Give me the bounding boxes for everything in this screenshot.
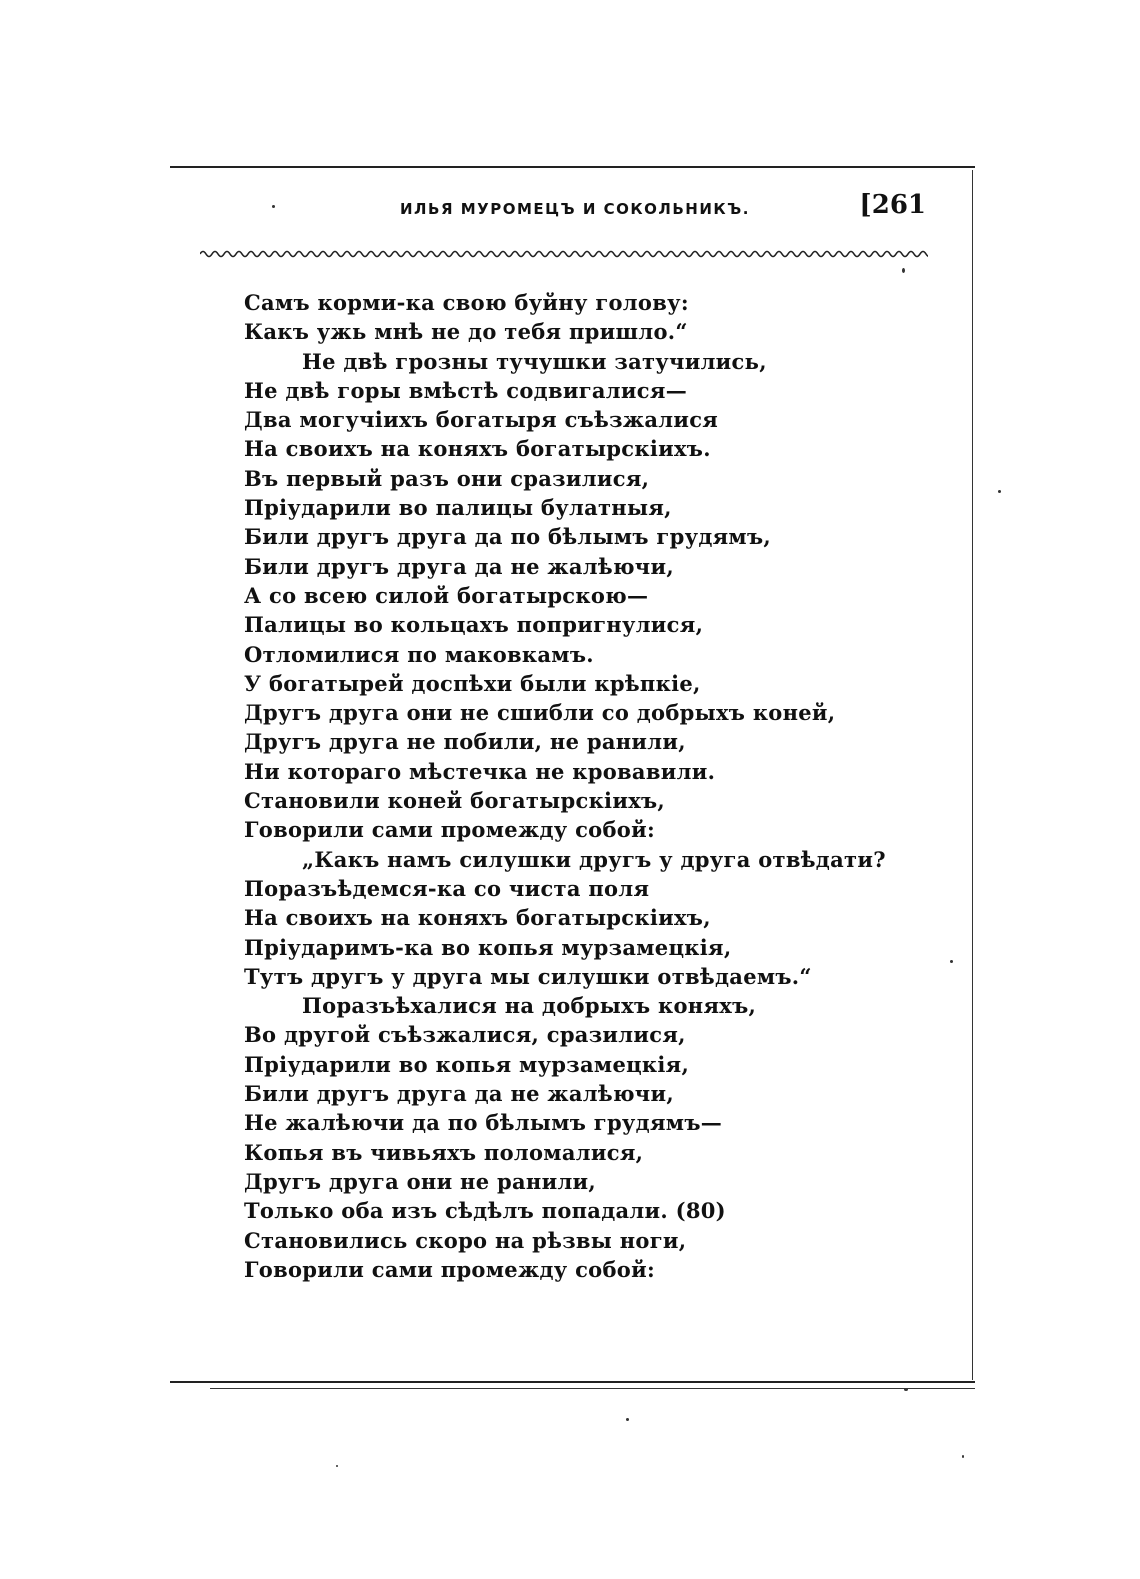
print-speck (626, 1418, 629, 1421)
poem-line: Поразъѣдемся-ка со чиста поля (244, 875, 650, 901)
top-rule (170, 166, 975, 168)
poem-line: Самъ корми-ка свою буйну голову: (244, 290, 689, 315)
poem-line: Не двѣ горы вмѣстѣ содвигалися— (244, 377, 687, 403)
page-number: [261 (859, 190, 926, 220)
poem-line: Говорили сами промежду собой: (244, 1256, 656, 1282)
right-border-line (972, 170, 973, 1380)
page-header (200, 190, 930, 230)
print-speck (998, 490, 1001, 493)
poem-line: Пріударили во палицы булатныя, (244, 495, 672, 521)
bottom-rule (170, 1381, 975, 1383)
wavy-divider (200, 248, 928, 260)
poem-line: Только оба изъ сѣдѣлъ попадали. (80) (244, 1198, 726, 1224)
bottom-rule-thin (210, 1388, 975, 1389)
print-speck (950, 960, 953, 963)
running-title: ИЛЬЯ МУРОМЕЦЪ И СОКОЛЬНИКЪ. (400, 200, 750, 218)
poem-line: Пріударили во копья мурзамецкія, (244, 1051, 690, 1077)
poem-line: Копья въ чивьяхъ поломалися, (244, 1139, 644, 1165)
poem-line: На своихъ на коняхъ богатырскіихъ, (244, 905, 711, 931)
poem-line: „Какъ намъ силушки другъ у друга отвѣдати? (302, 846, 886, 872)
poem-line: Становили коней богатырскіихъ, (244, 788, 666, 814)
print-speck (902, 268, 905, 273)
poem-line: Били другъ друга да не жалѣючи, (244, 553, 674, 579)
poem-line: Говорили сами промежду собой: (244, 817, 656, 843)
poem-line: Не жалѣючи да по бѣлымъ грудямъ— (244, 1110, 723, 1136)
print-speck (962, 1455, 964, 1458)
print-speck (904, 1388, 908, 1391)
poem-line: Два могучіихъ богатыря съѣзжалися (244, 407, 719, 433)
poem-line: Другъ друга не побили, не ранили, (244, 729, 686, 755)
poem-line: Не двѣ грозны тучушки затучились, (302, 348, 767, 374)
poem-line: Во другой съѣзжалися, сразилися, (244, 1022, 686, 1048)
poem-line: Тутъ другъ у друга мы силушки отвѣдаемъ.“ (244, 963, 812, 989)
poem-line: Другъ друга они не ранили, (244, 1168, 597, 1194)
poem-line: Поразъѣхалися на добрыхъ коняхъ, (302, 993, 757, 1019)
poem-line: Пріударимъ-ка во копья мурзамецкія, (244, 934, 732, 960)
poem-line: На своихъ на коняхъ богатырскіихъ. (244, 436, 711, 462)
poem-line: Отломилися по маковкамъ. (244, 641, 594, 667)
poem-line: Другъ друга они не сшибли со добрыхъ коней, (244, 700, 836, 726)
poem-line: У богатырей доспѣхи были крѣпкіе, (244, 670, 701, 696)
print-speck (272, 205, 275, 208)
poem-line: Въ первый разъ они сразилися, (244, 465, 650, 491)
poem-line: А со всею силой богатырскою— (244, 582, 649, 608)
poem-line: Били другъ друга да не жалѣючи, (244, 1081, 674, 1107)
poem-line: Какъ ужь мнѣ не до тебя пришло.“ (244, 319, 688, 345)
poem-line: Били другъ друга да по бѣлымъ грудямъ, (244, 524, 771, 550)
poem-line: Ни котораго мѣстечка не кровавили. (244, 758, 716, 784)
poem-line: Становились скоро на рѣзвы ноги, (244, 1227, 687, 1253)
poem-line: Палицы во кольцахъ попригнулися, (244, 612, 704, 638)
print-speck (336, 1465, 338, 1467)
poem-text (244, 288, 934, 1284)
